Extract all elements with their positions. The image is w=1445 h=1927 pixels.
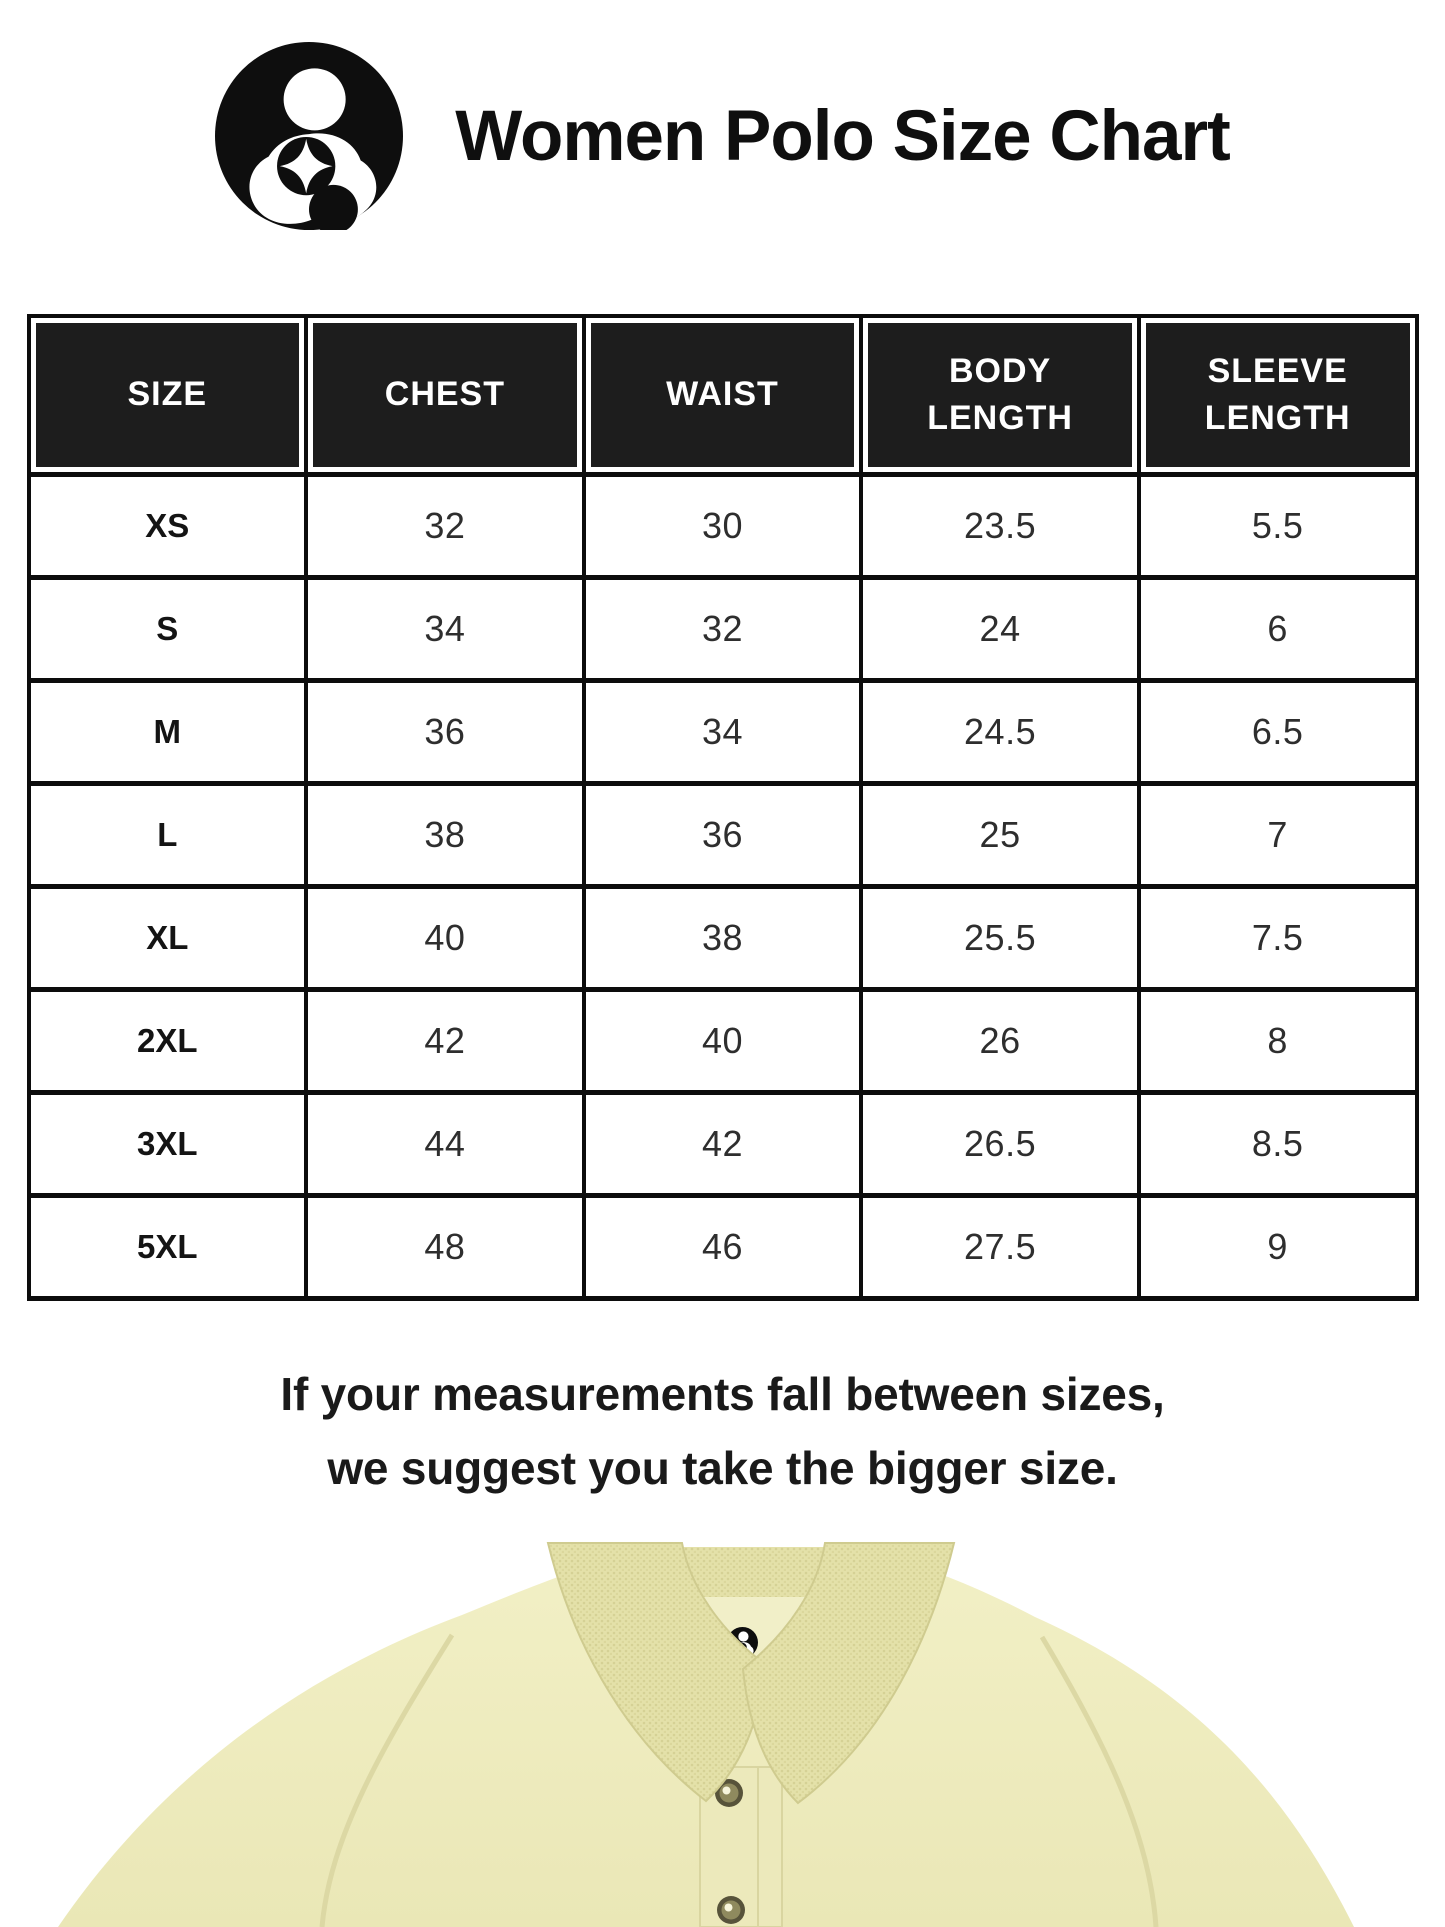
- row-header-5xl: 5XL: [29, 1195, 307, 1298]
- column-header-chest: CHEST: [306, 316, 584, 474]
- size-row-xs: [29, 474, 1417, 577]
- s-waist: 32: [584, 577, 862, 680]
- 3xl-body_length: 26.5: [861, 1092, 1139, 1195]
- sizing-note-line2: we suggest you take the bigger size.: [327, 1442, 1118, 1495]
- column-header-body-length: BODY LENGTH: [861, 316, 1139, 474]
- page-title: Women Polo Size Chart: [455, 96, 1230, 176]
- m-waist: 34: [584, 680, 862, 783]
- l-sleeve_length: 7: [1139, 783, 1417, 886]
- xl-chest: 40: [306, 886, 584, 989]
- 5xl-chest: 48: [306, 1195, 584, 1298]
- m-body_length: 24.5: [861, 680, 1139, 783]
- polo-shirt-photo: [0, 1535, 1445, 1927]
- 5xl-body_length: 27.5: [861, 1195, 1139, 1298]
- 2xl-waist: 40: [584, 989, 862, 1092]
- s-chest: 34: [306, 577, 584, 680]
- xl-waist: 38: [584, 886, 862, 989]
- button-bottom: [717, 1896, 745, 1924]
- column-header-waist: WAIST: [584, 316, 862, 474]
- xl-body_length: 25.5: [861, 886, 1139, 989]
- header-row: [29, 316, 1417, 474]
- column-header-size: SIZE: [29, 316, 307, 474]
- size-row-m: [29, 680, 1417, 783]
- sizing-note: [0, 1357, 1445, 1506]
- brand-logo-icon: [215, 42, 403, 230]
- size-chart-table: [27, 314, 1419, 1301]
- 3xl-waist: 42: [584, 1092, 862, 1195]
- size-row-2xl: [29, 989, 1417, 1092]
- xs-chest: 32: [306, 474, 584, 577]
- l-body_length: 25: [861, 783, 1139, 886]
- size-row-5xl: [29, 1195, 1417, 1298]
- 2xl-body_length: 26: [861, 989, 1139, 1092]
- 2xl-chest: 42: [306, 989, 584, 1092]
- row-header-xs: XS: [29, 474, 307, 577]
- s-sleeve_length: 6: [1139, 577, 1417, 680]
- size-chart-body: [29, 474, 1417, 1298]
- m-chest: 36: [306, 680, 584, 783]
- l-waist: 36: [584, 783, 862, 886]
- xs-body_length: 23.5: [861, 474, 1139, 577]
- size-row-s: [29, 577, 1417, 680]
- xs-waist: 30: [584, 474, 862, 577]
- row-header-s: S: [29, 577, 307, 680]
- 2xl-sleeve_length: 8: [1139, 989, 1417, 1092]
- column-header-sleeve-length: SLEEVE LENGTH: [1139, 316, 1417, 474]
- row-header-3xl: 3XL: [29, 1092, 307, 1195]
- s-body_length: 24: [861, 577, 1139, 680]
- size-chart-header: [29, 316, 1417, 474]
- sizing-note-line1: If your measurements fall between sizes,: [280, 1367, 1165, 1420]
- row-header-2xl: 2XL: [29, 989, 307, 1092]
- 3xl-chest: 44: [306, 1092, 584, 1195]
- xs-sleeve_length: 5.5: [1139, 474, 1417, 577]
- row-header-xl: XL: [29, 886, 307, 989]
- 5xl-sleeve_length: 9: [1139, 1195, 1417, 1298]
- row-header-l: L: [29, 783, 307, 886]
- brand-header: [0, 0, 1445, 230]
- row-header-m: M: [29, 680, 307, 783]
- size-row-l: [29, 783, 1417, 886]
- size-row-3xl: [29, 1092, 1417, 1195]
- size-row-xl: [29, 886, 1417, 989]
- m-sleeve_length: 6.5: [1139, 680, 1417, 783]
- l-chest: 38: [306, 783, 584, 886]
- 3xl-sleeve_length: 8.5: [1139, 1092, 1417, 1195]
- 5xl-waist: 46: [584, 1195, 862, 1298]
- xl-sleeve_length: 7.5: [1139, 886, 1417, 989]
